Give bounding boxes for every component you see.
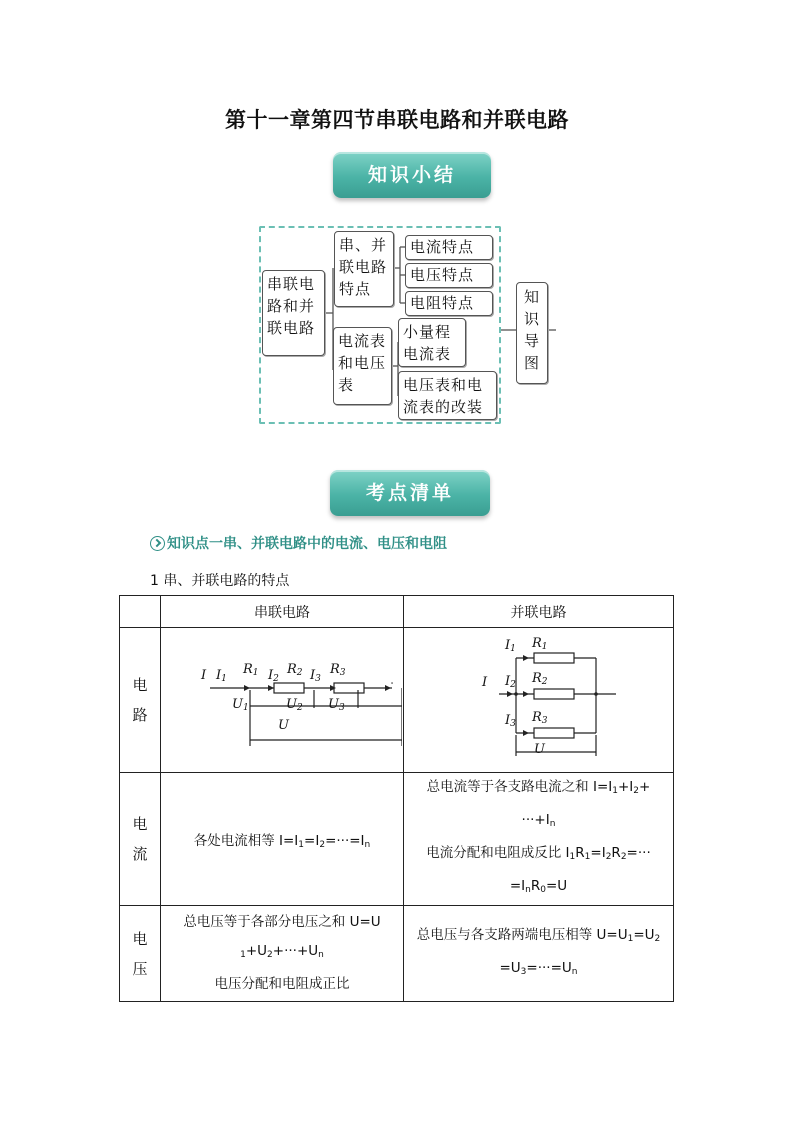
series-current-eq: =I bbox=[304, 832, 320, 849]
mindmap-root-line3: 联电路 bbox=[267, 319, 316, 337]
label-i2 bbox=[268, 668, 279, 684]
header-parallel: 并联电路 bbox=[404, 596, 674, 628]
text: =···=U bbox=[526, 959, 572, 976]
label-u: U bbox=[278, 718, 289, 733]
mindmap-branch-meters bbox=[333, 327, 392, 405]
sub: 1 bbox=[627, 933, 634, 944]
small-ammeter-line2: 电流表 bbox=[403, 345, 452, 363]
sub: 2 bbox=[541, 677, 548, 687]
sub: 3 bbox=[339, 668, 346, 678]
sub: 2 bbox=[296, 668, 303, 678]
text: R bbox=[243, 662, 253, 677]
knowledge-summary-banner: 知识小结 bbox=[333, 152, 491, 198]
text: +U bbox=[245, 943, 268, 959]
text: I bbox=[505, 674, 511, 689]
side-label-char3: 导 bbox=[523, 332, 540, 350]
branch2-line2: 和电压 bbox=[338, 354, 387, 372]
label-p-i1 bbox=[505, 638, 516, 654]
text: =U bbox=[499, 959, 521, 976]
chevron-right-circle-icon bbox=[150, 536, 165, 551]
side-label-char1: 知 bbox=[523, 288, 540, 306]
sub: n bbox=[571, 966, 578, 977]
label-p-i3 bbox=[505, 713, 516, 729]
section-heading bbox=[150, 533, 447, 553]
text: R bbox=[532, 710, 542, 725]
text: =U bbox=[545, 878, 568, 894]
sub: 1 bbox=[252, 668, 259, 678]
small-ammeter-line1: 小量程 bbox=[403, 323, 452, 341]
series-voltage-line2 bbox=[161, 937, 403, 970]
sub: 1 bbox=[242, 703, 249, 713]
branch2-line1: 电流表 bbox=[338, 332, 387, 350]
branch1-line3: 特点 bbox=[339, 280, 372, 298]
sub: n bbox=[318, 950, 324, 960]
sub: 1 bbox=[240, 950, 246, 960]
text: R bbox=[287, 662, 297, 677]
mindmap-item-meter-conversion bbox=[398, 371, 497, 420]
branch1-line2: 联电路 bbox=[339, 258, 388, 276]
series-current-cell bbox=[161, 773, 404, 906]
conversion-line2: 流表的改装 bbox=[403, 398, 484, 416]
row-label-current bbox=[120, 773, 161, 906]
sub: 0 bbox=[540, 885, 546, 895]
sub: 1 bbox=[510, 644, 516, 654]
text: U bbox=[286, 697, 297, 712]
mindmap-item-current: 电流特点 bbox=[405, 235, 493, 260]
sub: 2 bbox=[620, 852, 627, 862]
row-label-current-1: 电 bbox=[132, 815, 148, 833]
label-p-i: I bbox=[482, 675, 488, 690]
text: U bbox=[232, 697, 243, 712]
mindmap-root-line2: 路和并 bbox=[267, 297, 316, 315]
page-title: 第十一章第四节串联电路和并联电路 bbox=[225, 107, 569, 132]
text: R bbox=[530, 878, 541, 894]
sub: 3 bbox=[541, 716, 548, 726]
subsection-heading: 1 串、并联电路的特点 bbox=[150, 573, 290, 589]
label-u3 bbox=[328, 697, 345, 713]
row-label-voltage bbox=[120, 906, 161, 1002]
sub: 3 bbox=[510, 719, 516, 729]
series-voltage-line1: 总电压等于各部分电压之和 U=U bbox=[183, 914, 381, 930]
parallel-current-line4 bbox=[404, 872, 673, 905]
table-header-row bbox=[120, 596, 674, 628]
text: +···+U bbox=[272, 943, 319, 959]
row-label-voltage-2: 压 bbox=[132, 959, 148, 978]
label-p-r2 bbox=[532, 671, 548, 687]
text: I bbox=[310, 668, 316, 683]
label-i1 bbox=[216, 668, 227, 684]
label-i3 bbox=[310, 668, 321, 684]
table-corner-cell bbox=[120, 596, 161, 628]
series-current-tail: =···=I bbox=[325, 832, 365, 849]
mindmap-item-small-ammeter bbox=[398, 318, 466, 367]
label-p-i2 bbox=[505, 674, 516, 690]
label-p-u: U bbox=[534, 742, 545, 757]
sub: n bbox=[525, 885, 531, 895]
section-heading-text: 知识点一串、并联电路中的电流、电压和电阻 bbox=[167, 536, 447, 552]
side-label-char4: 图 bbox=[523, 354, 540, 372]
sub: 2 bbox=[510, 680, 516, 690]
sub: 1 bbox=[612, 786, 618, 796]
row-label-circuit bbox=[120, 628, 161, 773]
conversion-line1: 电压表和电 bbox=[403, 376, 484, 394]
mindmap-item-voltage: 电压特点 bbox=[405, 263, 493, 288]
label-u1 bbox=[232, 697, 249, 713]
text: R bbox=[575, 845, 585, 861]
parallel-current-line2 bbox=[404, 806, 673, 839]
text: 总电压与各支路两端电压相等 U=U bbox=[416, 926, 628, 943]
sub: 2 bbox=[267, 950, 273, 960]
sub: n bbox=[364, 839, 371, 850]
label-r3 bbox=[330, 662, 346, 678]
text: =I bbox=[590, 845, 606, 861]
parallel-voltage-line1 bbox=[404, 921, 673, 954]
sub: 1 bbox=[584, 852, 591, 862]
label-p-r3 bbox=[532, 710, 548, 726]
parallel-voltage-line2 bbox=[404, 954, 673, 987]
text: I bbox=[268, 668, 274, 683]
parallel-voltage-cell bbox=[404, 906, 674, 1002]
branch1-line1: 串、并 bbox=[339, 236, 388, 254]
text: 电流分配和电阻成反比 I bbox=[426, 845, 570, 861]
label-i: I bbox=[201, 668, 207, 683]
table-row-circuit bbox=[120, 628, 674, 773]
mindmap-side-label bbox=[516, 282, 548, 384]
sub: 3 bbox=[315, 674, 321, 684]
text: R bbox=[611, 845, 621, 861]
sub: 2 bbox=[633, 786, 640, 796]
sub: 3 bbox=[338, 703, 345, 713]
text: R bbox=[532, 671, 542, 686]
row-label-circuit-2: 路 bbox=[132, 706, 148, 724]
table-row-voltage bbox=[120, 906, 674, 1002]
sub: 1 bbox=[221, 674, 227, 684]
sub: 2 bbox=[654, 933, 661, 944]
parallel-current-line1 bbox=[404, 773, 673, 806]
sub: n bbox=[549, 819, 556, 829]
branch2-line3: 表 bbox=[338, 376, 355, 394]
label-r1 bbox=[243, 662, 259, 678]
label-u2 bbox=[286, 697, 303, 713]
row-label-current-2: 流 bbox=[132, 845, 148, 863]
text: R bbox=[330, 662, 340, 677]
text: I bbox=[505, 638, 511, 653]
mindmap-root-line1: 串联电 bbox=[267, 275, 316, 293]
side-label-char2: 识 bbox=[523, 310, 540, 328]
parallel-current-line3 bbox=[404, 839, 673, 872]
sub: 2 bbox=[605, 852, 612, 862]
mindmap-item-resistance: 电阻特点 bbox=[405, 291, 493, 316]
sub: 3 bbox=[520, 966, 527, 977]
row-label-voltage-1: 电 bbox=[132, 929, 148, 948]
mindmap-root bbox=[262, 270, 325, 356]
text: 总电流等于各支路电流之和 I=I bbox=[426, 779, 613, 795]
table-row-current bbox=[120, 773, 674, 906]
sub: 1 bbox=[569, 852, 576, 862]
sub: 1 bbox=[541, 642, 548, 652]
sub: 2 bbox=[296, 703, 303, 713]
checklist-banner: 考点清单 bbox=[330, 470, 490, 516]
text: + bbox=[639, 779, 651, 795]
circuit-features-table bbox=[119, 595, 674, 1002]
text: =U bbox=[633, 926, 655, 943]
text: I bbox=[216, 668, 222, 683]
text: R bbox=[532, 636, 542, 651]
sub: 2 bbox=[273, 674, 279, 684]
parallel-current-cell bbox=[404, 773, 674, 906]
series-voltage-line3: 电压分配和电阻成正比 bbox=[214, 976, 350, 992]
series-current-text: 各处电流相等 I=I bbox=[193, 832, 299, 849]
text: ···+I bbox=[521, 812, 550, 828]
label-p-r1 bbox=[532, 636, 548, 652]
text: =I bbox=[509, 878, 526, 894]
series-voltage-cell bbox=[161, 906, 404, 1002]
sub: 1 bbox=[298, 839, 305, 850]
text: I bbox=[505, 713, 511, 728]
header-series: 串联电路 bbox=[161, 596, 404, 628]
row-label-circuit-1: 电 bbox=[132, 676, 148, 694]
text: U bbox=[328, 697, 339, 712]
label-r2 bbox=[287, 662, 303, 678]
text: =··· bbox=[626, 845, 651, 861]
series-circuit-diagram bbox=[162, 628, 402, 768]
sub: 2 bbox=[319, 839, 326, 850]
mindmap-branch-characteristics bbox=[334, 231, 394, 307]
text: +I bbox=[617, 779, 634, 795]
series-circuit-diagram-cell bbox=[161, 628, 404, 773]
